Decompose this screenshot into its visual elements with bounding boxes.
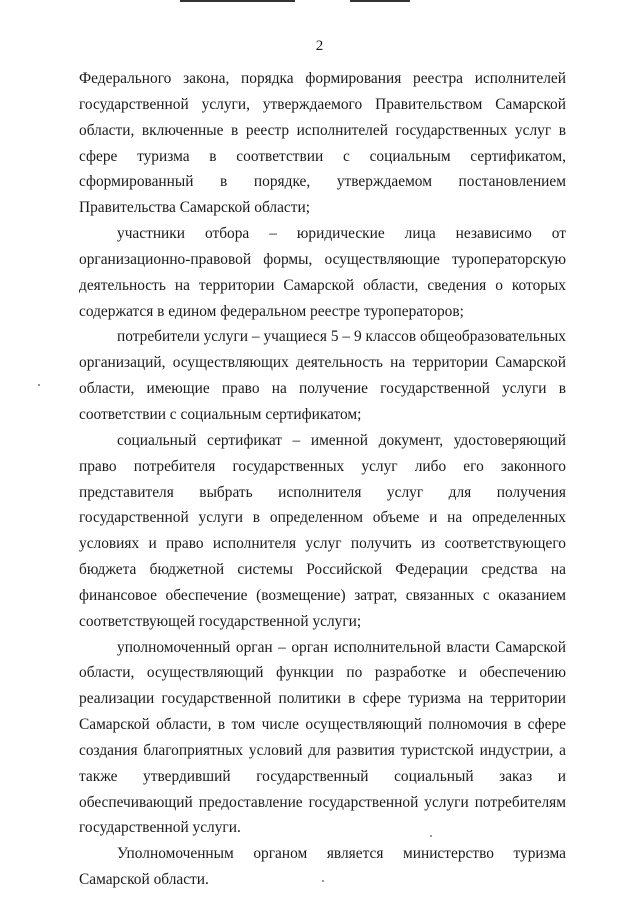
scan-speck — [322, 880, 324, 882]
page-number: 2 — [315, 38, 324, 54]
paragraph-authorized-body: уполномоченный орган – орган исполнительной власти Самарской области, осуществляющий функции по разработке и обеспечению реализации государственной политики в сфере туризма на территории Самарской области, в том числе осуществляющий полномочия в сфере создания благоприятных условий для развития туристской индустрии, а также утвердивший государственный социальный заказ и обеспечивающий предоставление государственной услуги потребителям государственной услуги. — [79, 638, 566, 837]
scan-speck — [38, 384, 40, 386]
paragraph-selection-participants: участники отбора – юридические лица независимо от организационно-правовой формы, осуществляющие туроператорскую деятельность на территории Самарской области, сведения о которых содержатся в едином федеральном реестре туроператоров; — [79, 225, 566, 320]
paragraph-social-certificate: социальный сертификат – именной документ, удостоверяющий право потребителя государственных услуг либо его законного представителя выбрать исполнителя услуг для получения государственной услуги в определенном объеме и на определенных условиях и право исполнителя услуг получить из соответствующего бюджета бюджетной системы Российской Федерации средства на финансовое обеспечение (возмещение) затрат, связанных с оказанием соответствующей государственной услуги; — [79, 431, 566, 630]
scan-speck — [430, 835, 432, 837]
paragraph-authorized-ministry: Уполномоченным органом является министерство туризма Самарской области. — [79, 845, 566, 889]
paragraph-service-consumers: потребители услуги – учащиеся 5 – 9 классов общеобразовательных организаций, осуществляющих деятельность на территории Самарской области, имеющие право на получение государственной услуги в соответствии с социальным сертификатом; — [79, 328, 566, 423]
scan-artifact-line — [180, 0, 295, 2]
scan-artifact-line — [350, 0, 410, 2]
paragraph-continuation: Федерального закона, порядка формирования реестра исполнителей государственной услуги, утверждаемого Правительством Самарской области, включенные в реестр исполнителей государственных услуг в сфере туризма в соответствии с социальным сертификатом, сформированный в порядке, утверждаемом постановлением Правительства Самарской области; — [79, 70, 566, 217]
document-body — [79, 66, 566, 893]
